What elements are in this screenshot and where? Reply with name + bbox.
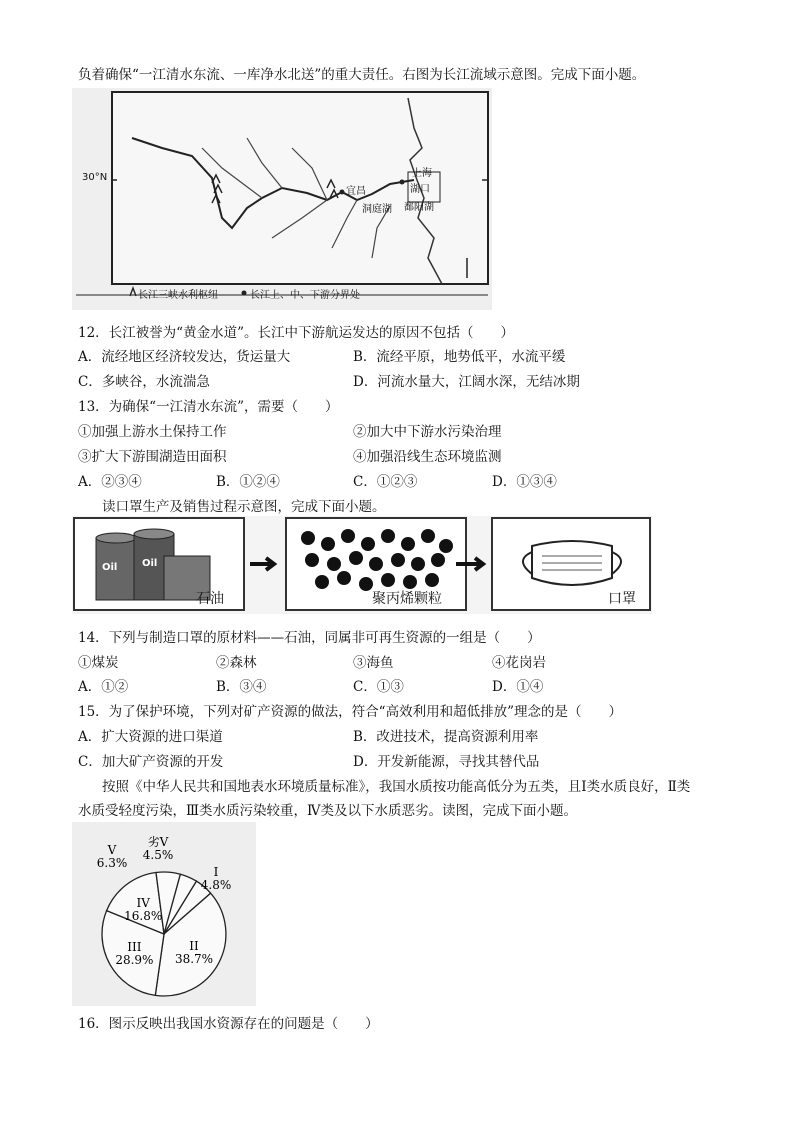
q14-option-a[interactable]: A．①② [78,679,129,695]
q15-option-b[interactable]: B．改进技术，提高资源利用率 [353,729,539,745]
q14-statement-1: ①煤炭 [78,655,119,671]
intro-text-3a: 按照《中华人民共和国地表水环境质量标准》，我国水质按功能高低分为五类，且Ⅰ类水质良好，Ⅱ类 [102,779,691,795]
process-label-oil: 石油 [196,591,224,607]
q14-statement-4: ④花岗岩 [492,655,546,671]
mask-process-svg [72,516,652,614]
q13-option-a[interactable]: A．②③④ [78,474,142,490]
q13-option-d[interactable]: D．①③④ [492,474,557,490]
map-label-shanghai: 上海 [412,168,432,179]
q15-stem: 15．为了保护环境，下列对矿产资源的做法，符合“高效利用和超低排放”理念的是（ ） [78,704,622,720]
q15-option-a[interactable]: A．扩大资源的进口渠道 [78,729,223,745]
q13-statement-2: ②加大中下游水污染治理 [353,424,502,440]
map-label-yichang: 宜昌 [346,186,366,197]
pie-label-category-v: V [107,843,117,857]
pie-label-value-ii: 38.7% [174,952,214,967]
q12-option-c[interactable]: C．多峡谷，水流湍急 [78,374,210,390]
pie-label-category-i: I [213,865,219,879]
mask-process-figure [72,516,652,614]
q13-stem: 13．为确保“一江清水东流”，需要（ ） [78,399,339,415]
q13-statement-3: ③扩大下游围湖造田面积 [78,449,227,465]
pie-label-category-iv: IV [136,896,150,910]
q13-statement-1: ①加强上游水土保持工作 [78,424,227,440]
pie-label-value-v: 6.3% [96,856,128,870]
pie-label-value-iv: 16.8% [124,909,163,923]
q14-stem: 14．下列与制造口罩的原材料——石油，同属非可再生资源的一组是（ ） [78,630,541,646]
q14-option-b[interactable]: B．③④ [216,679,267,695]
q13-statement-4: ④加强沿线生态环境监测 [353,449,502,465]
water-quality-pie-chart [72,822,256,1006]
map-lat-label: 30°N [82,172,108,183]
map-label-poyang: 鄱阳湖 [404,202,434,213]
q13-option-b[interactable]: B．①②④ [216,474,280,490]
water-quality-pie-figure [72,822,256,1006]
q14-statement-3: ③海鱼 [353,655,394,671]
pie-label-value-i: 4.8% [200,878,232,892]
map-legend-dam: 长江三峡水利枢纽 [138,290,218,301]
pie-label-category-iii: III [127,940,142,954]
pie-label-value-iii: 28.9% [115,953,154,967]
intro-text-3b: 水质受轻度污染，Ⅲ类水质污染较重，Ⅳ类及以下水质恶劣。读图，完成下面小题。 [78,803,578,819]
q12-option-a[interactable]: A．流经地区经济较发达，货运量大 [78,349,291,365]
process-label-mask: 口罩 [608,591,636,607]
q15-option-d[interactable]: D．开发新能源，寻找其替代品 [353,754,540,770]
barrel-label-2: Oil [142,558,158,569]
q15-option-c[interactable]: C．加大矿产资源的开发 [78,754,224,770]
map-legend-boundary: 长江上、中、下游分界处 [250,290,360,301]
yangtze-map [72,88,492,310]
barrel-label-1: Oil [102,562,118,573]
pie-label-value-inferior-v: 4.5% [142,848,174,862]
pie-label-category-ii: II [189,939,199,954]
q12-option-d[interactable]: D．河流水量大，江阔水深，无结冰期 [353,374,580,390]
process-label-polypropylene: 聚丙烯颗粒 [372,591,442,607]
map-label-hukou: 湖口 [410,184,430,195]
q14-option-d[interactable]: D．①④ [492,679,544,695]
intro-text-2: 读口罩生产及销售过程示意图，完成下面小题。 [102,499,386,515]
map-label-dongting: 洞庭湖 [362,204,392,215]
pie-label-category-inferior-v: 劣V [147,835,169,849]
q14-statement-2: ②森林 [216,655,257,671]
q16-stem: 16．图示反映出我国水资源存在的问题是（ ） [78,1016,379,1032]
q13-option-c[interactable]: C．①②③ [353,474,418,490]
intro-text-1: 负着确保“一江清水东流、一库净水北送”的重大责任。右图为长江流域示意图。完成下面小题。 [78,67,646,83]
q12-option-b[interactable]: B．流经平原，地势低平，水流平缓 [353,349,566,365]
q14-option-c[interactable]: C．①③ [353,679,404,695]
q12-stem: 12．长江被誉为“黄金水道”。长江中下游航运发达的原因不包括（ ） [78,325,514,341]
